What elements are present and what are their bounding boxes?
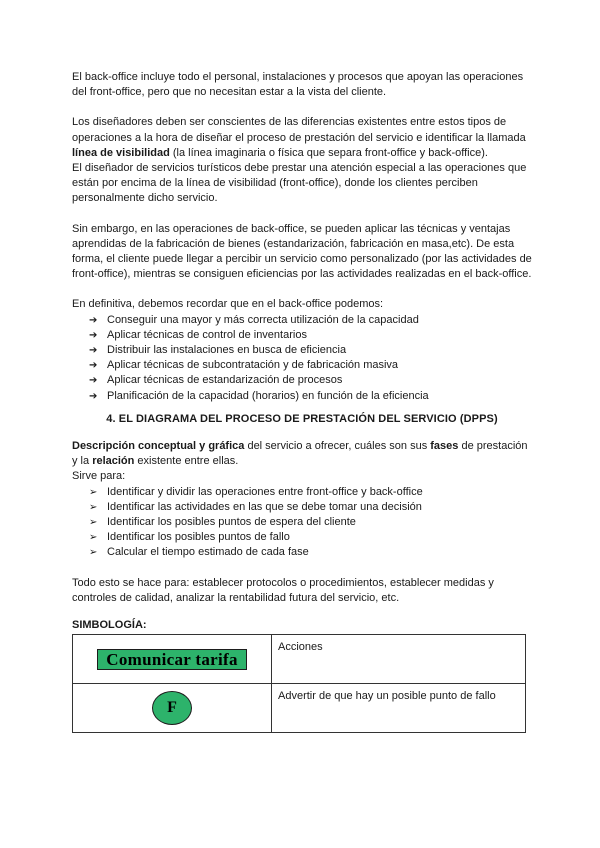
list-item: ➔ Aplicar técnicas de subcontratación y de fabricación masiva (89, 358, 532, 373)
list-item: ➔ Planificación de la capacidad (horarios) en función de la eficiencia (89, 389, 532, 404)
paragraph-text: existente entre ellas. (134, 455, 239, 468)
list-item: ➢ Identificar las actividades en las que se debe tomar una decisión (89, 500, 532, 515)
list-item: ➔ Conseguir una mayor y más correcta utilización de la capacidad (89, 313, 532, 328)
paragraph-dpps-description (72, 439, 532, 469)
section-title-dpps: 4. EL DIAGRAMA DEL PROCESO DE PRESTACIÓN DEL SERVICIO (DPPS) (106, 412, 498, 425)
description-cell: Acciones (272, 635, 526, 684)
paragraph-text: del servicio a ofrecer, cuáles son sus (244, 440, 431, 453)
paragraph-backoffice-definition: El back-office incluye todo el personal, instalaciones y procesos que apoyan las operaciones del front-office, pero que no necesitan estar a la vista del cliente. (72, 71, 524, 99)
paragraph-manufacturing-techniques: Sin embargo, en las operaciones de back-office, se pueden aplicar las técnicas y ventajas aprendidas de la fabricación de bienes (estandarización, fabricación en masa,etc). De esta forma, el cliente puede llegar a percibir un servicio como personalizado (por las actividades de front-office), mientras se consiguen eficiencias por las actividades realizadas en el back-office. (72, 222, 532, 281)
action-symbol: Comunicar tarifa (97, 649, 247, 670)
list-item: ➔ Aplicar técnicas de estandarización de procesos (89, 373, 532, 388)
paragraph-text: (la línea imaginaria o física que separa front-office y back-office). (169, 146, 488, 159)
symbology-table (72, 634, 526, 733)
list-item: ➔ Distribuir las instalaciones en busca de eficiencia (89, 343, 532, 358)
paragraph-text: de prestación y la (72, 440, 528, 468)
table-row (73, 635, 526, 684)
list-item: ➔ Aplicar técnicas de control de inventarios (89, 328, 532, 343)
sirve-para-label: Sirve para: (72, 470, 126, 483)
paragraph-designer-attention: El diseñador de servicios turísticos debe prestar una atención especial a las operaciones que están por encima de la línea de visibilidad (front-office), donde los clientes perciben personalmente dicho servicio. (72, 162, 527, 205)
table-row (73, 684, 526, 733)
dpps-uses-list (72, 485, 532, 561)
backoffice-list (72, 313, 532, 404)
paragraph-backoffice-intro: En definitiva, debemos recordar que en el back-office podemos: (72, 298, 384, 311)
list-item: ➢ Identificar los posibles puntos de fallo (89, 530, 532, 545)
symbology-title: SIMBOLOGÍA: (72, 619, 147, 632)
bold-term: relación (92, 455, 135, 468)
bold-term: Descripción conceptual y gráfica (72, 440, 245, 453)
symbol-cell (73, 684, 272, 733)
document-page (72, 70, 532, 733)
list-item: ➢ Identificar los posibles puntos de espera del cliente (89, 515, 532, 530)
paragraph-text: Los diseñadores deben ser conscientes de las diferencias existentes entre estos tipos de operaciones a la hora de diseñar el proceso de prestación del servicio e identificar la llamada (72, 116, 526, 144)
symbol-cell (73, 635, 272, 684)
paragraph-dpps-purpose: Todo esto se hace para: establecer protocolos o procedimientos, establecer medidas y controles de calidad, analizar la rentabilidad futura del servicio, etc. (72, 576, 494, 604)
list-item: ➢ Calcular el tiempo estimado de cada fase (89, 545, 532, 560)
paragraph-visibility-line (72, 115, 532, 161)
bold-term: fases (430, 440, 459, 453)
bold-term-visibility-line: línea de visibilidad (72, 146, 170, 159)
list-item: ➢ Identificar y dividir las operaciones entre front-office y back-office (89, 485, 532, 500)
failure-point-symbol: F (152, 691, 192, 725)
description-cell: Advertir de que hay un posible punto de fallo (272, 684, 526, 733)
